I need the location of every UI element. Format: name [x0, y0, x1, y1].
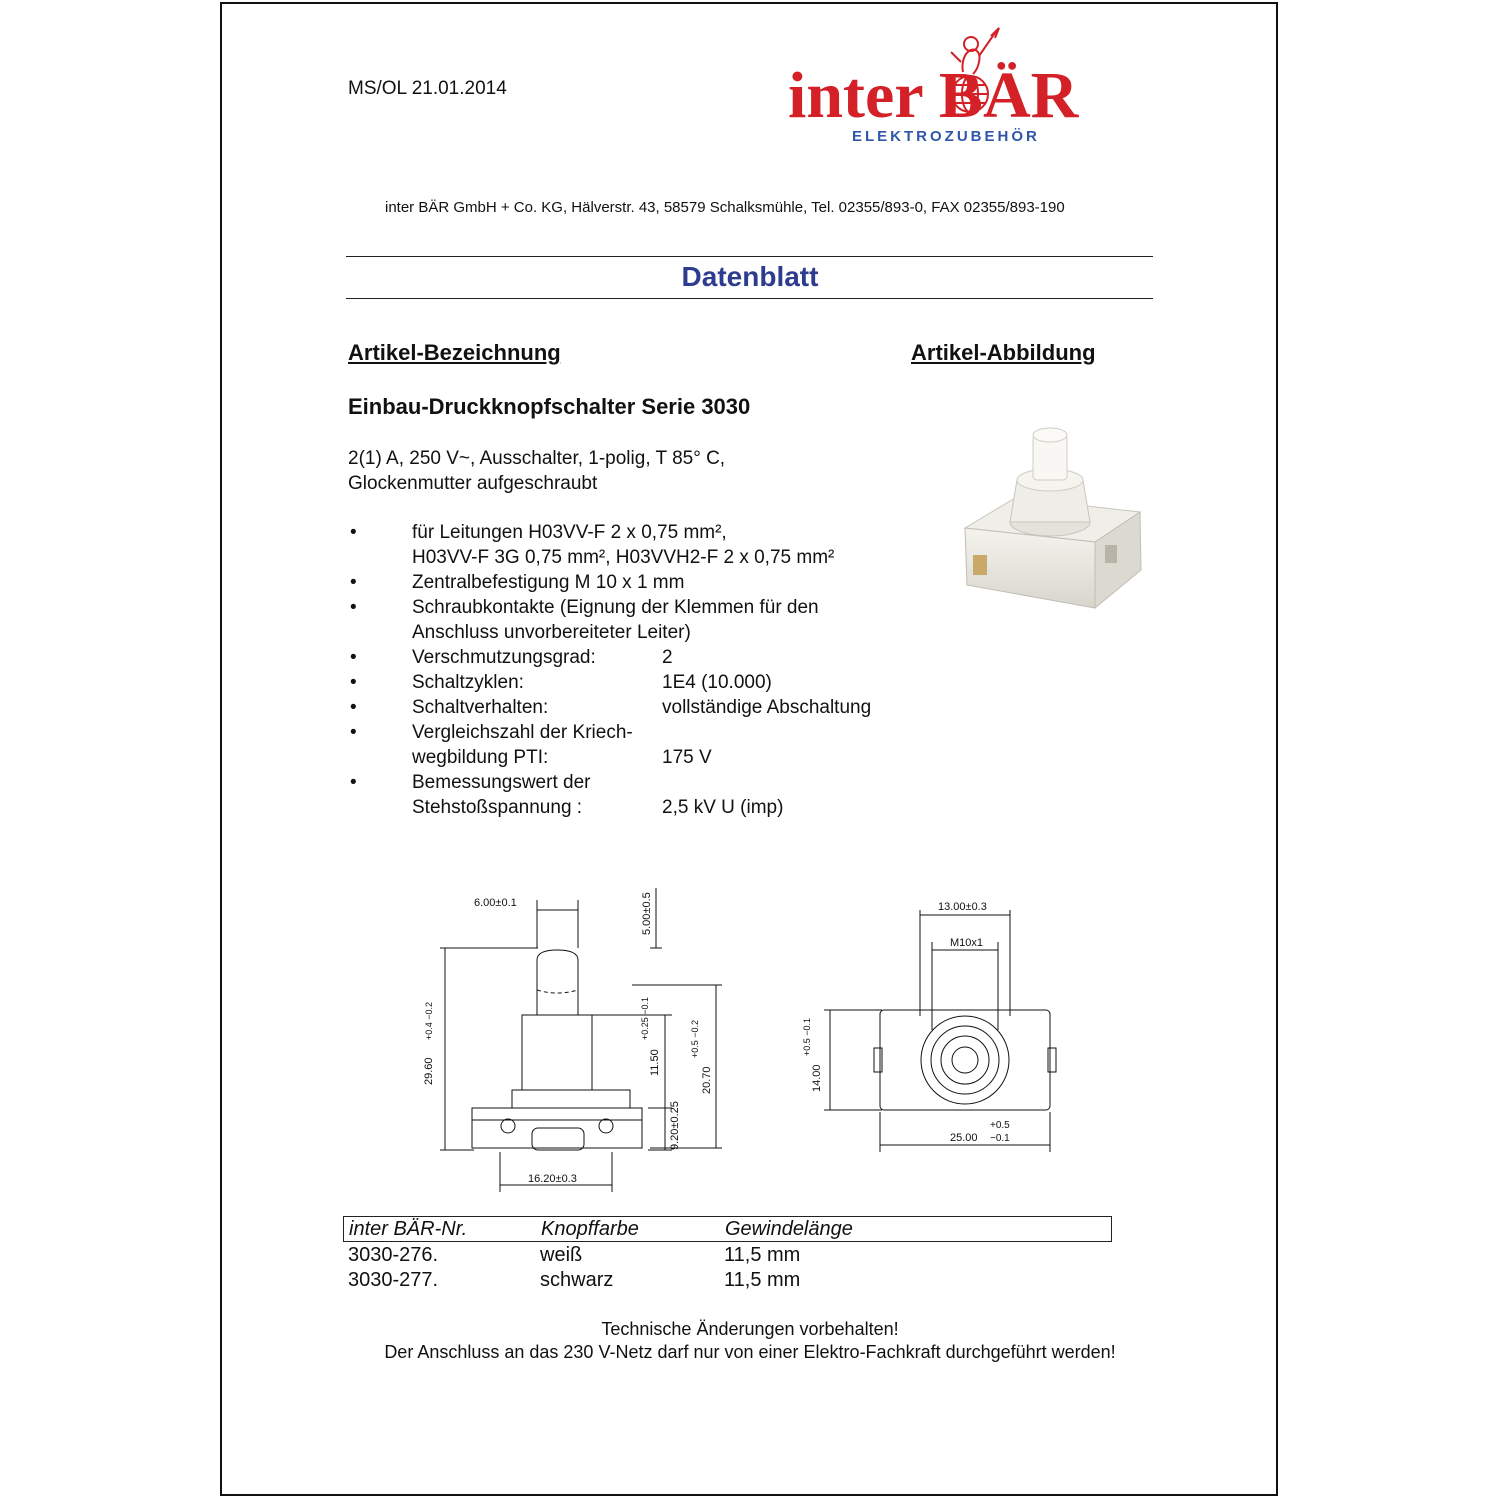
footer-line: Der Anschluss an das 230 V-Netz darf nur von einer Elektro-Fachkraft durchgeführt werden! [384, 1342, 1116, 1362]
dim-length: 25.00 [950, 1132, 978, 1144]
dim-total-height: 29.60 [423, 1057, 435, 1085]
feature-text: H03VV-F 3G 0,75 mm², H03VVH2-F 2 x 0,75 mm² [412, 547, 835, 568]
document-reference: MS/OL 21.01.2014 [348, 78, 507, 99]
top-body-outline [880, 1010, 1050, 1110]
product-description [348, 446, 725, 496]
plunger-outline [537, 950, 578, 1015]
logo-text: inter BÄR [788, 59, 1079, 132]
bullet: • [350, 572, 357, 593]
dim-base-height: 9.20±0.25 [669, 1101, 681, 1150]
bear-globe-icon [925, 22, 1015, 122]
header-cell: inter BÄR-Nr. [349, 1218, 468, 1240]
feature-label: Verschmutzungsgrad: [412, 647, 596, 668]
table-cell: schwarz [540, 1269, 614, 1291]
dim-total-tol: +0.4 −0.2 [424, 1001, 434, 1040]
product-name: Einbau-Druckknopfschalter Serie 3030 [348, 394, 751, 419]
feature-value: 175 V [662, 747, 712, 768]
dim-side-width: 6.00±0.1 [474, 897, 517, 909]
footer-line: Technische Änderungen vorbehalten! [601, 1319, 899, 1339]
section-heading-designation: Artikel-Bezeichnung [348, 340, 561, 365]
bullet: • [350, 597, 357, 618]
technical-drawing [400, 880, 1100, 1200]
table-cell: 11,5 mm [724, 1269, 801, 1291]
description-line: 2(1) A, 250 V~, Ausschalter, 1-polig, T 85° C, [348, 448, 726, 469]
page-title: Datenblatt [681, 261, 819, 292]
dim-thread: M10x1 [950, 937, 984, 949]
dim-thread-len: 11.50 [649, 1049, 661, 1076]
dim-body-height: 20.70 [701, 1066, 713, 1094]
bullet: • [350, 522, 357, 543]
description-line: Glockenmutter aufgeschraubt [348, 473, 598, 494]
header-cell: Knopffarbe [541, 1218, 639, 1240]
divider-top [346, 256, 1153, 257]
table-cell: 3030-277. [348, 1269, 439, 1291]
feature-label: wegbildung PTI: [412, 747, 549, 768]
feature-value: 2 [662, 647, 673, 668]
product-image [955, 420, 1155, 620]
dim-top-height: 5.00±0.5 [641, 892, 653, 935]
base-slot [532, 1128, 584, 1150]
table-cell: 11,5 mm [724, 1244, 801, 1266]
feature-label: Schaltzyklen: [412, 672, 524, 693]
dim-length-tol-minus: −0.1 [990, 1133, 1010, 1144]
table-header [343, 1216, 1112, 1242]
dim-depth-tol: +0.5 −0.1 [802, 1017, 812, 1056]
divider-bottom [346, 298, 1153, 299]
bullet: • [350, 697, 357, 718]
feature-label: Bemessungswert der [412, 772, 591, 793]
bullet: • [350, 672, 357, 693]
dim-body-tol: +0.5 −0.2 [690, 1019, 700, 1058]
feature-label: Stehstoßspannung : [412, 797, 583, 818]
feature-label: Vergleichszahl der Kriech- [412, 722, 633, 743]
bullet: • [350, 772, 357, 793]
feature-value: 1E4 (10.000) [662, 672, 772, 693]
feature-value: 2,5 kV U (imp) [662, 797, 784, 818]
feature-text: Schraubkontakte (Eignung der Klemmen für den [412, 597, 819, 618]
dim-thread-tol: +0.25 −0.1 [640, 996, 650, 1040]
section-heading-image: Artikel-Abbildung [911, 340, 1096, 365]
feature-text: Zentralbefestigung M 10 x 1 mm [412, 572, 685, 593]
feature-label: Schaltverhalten: [412, 697, 549, 718]
footer-notice [0, 1318, 1500, 1364]
feature-text: Anschluss unvorbereiteter Leiter) [412, 622, 691, 643]
dim-depth: 14.00 [811, 1064, 823, 1092]
feature-text: für Leitungen H03VV-F 2 x 0,75 mm², [412, 522, 727, 543]
header-cell: Gewindelänge [725, 1218, 853, 1240]
logo-subtitle: ELEKTROZUBEHÖR [852, 128, 1040, 145]
feature-value: vollständige Abschaltung [662, 697, 872, 718]
table-cell: weiß [540, 1244, 583, 1266]
thread-outline [522, 1015, 592, 1090]
company-address: inter BÄR GmbH + Co. KG, Hälverstr. 43, 58579 Schalksmühle, Tel. 02355/893-0, FAX 02355/893-190 [385, 199, 1065, 216]
bullet: • [350, 647, 357, 668]
switch-mid-outline [512, 1090, 630, 1108]
table-cell: 3030-276. [348, 1244, 439, 1266]
bullet: • [350, 722, 357, 743]
dim-base-width: 16.20±0.3 [528, 1173, 577, 1185]
dim-length-tol-plus: +0.5 [990, 1120, 1010, 1131]
dim-top-outer: 13.00±0.3 [938, 901, 987, 913]
